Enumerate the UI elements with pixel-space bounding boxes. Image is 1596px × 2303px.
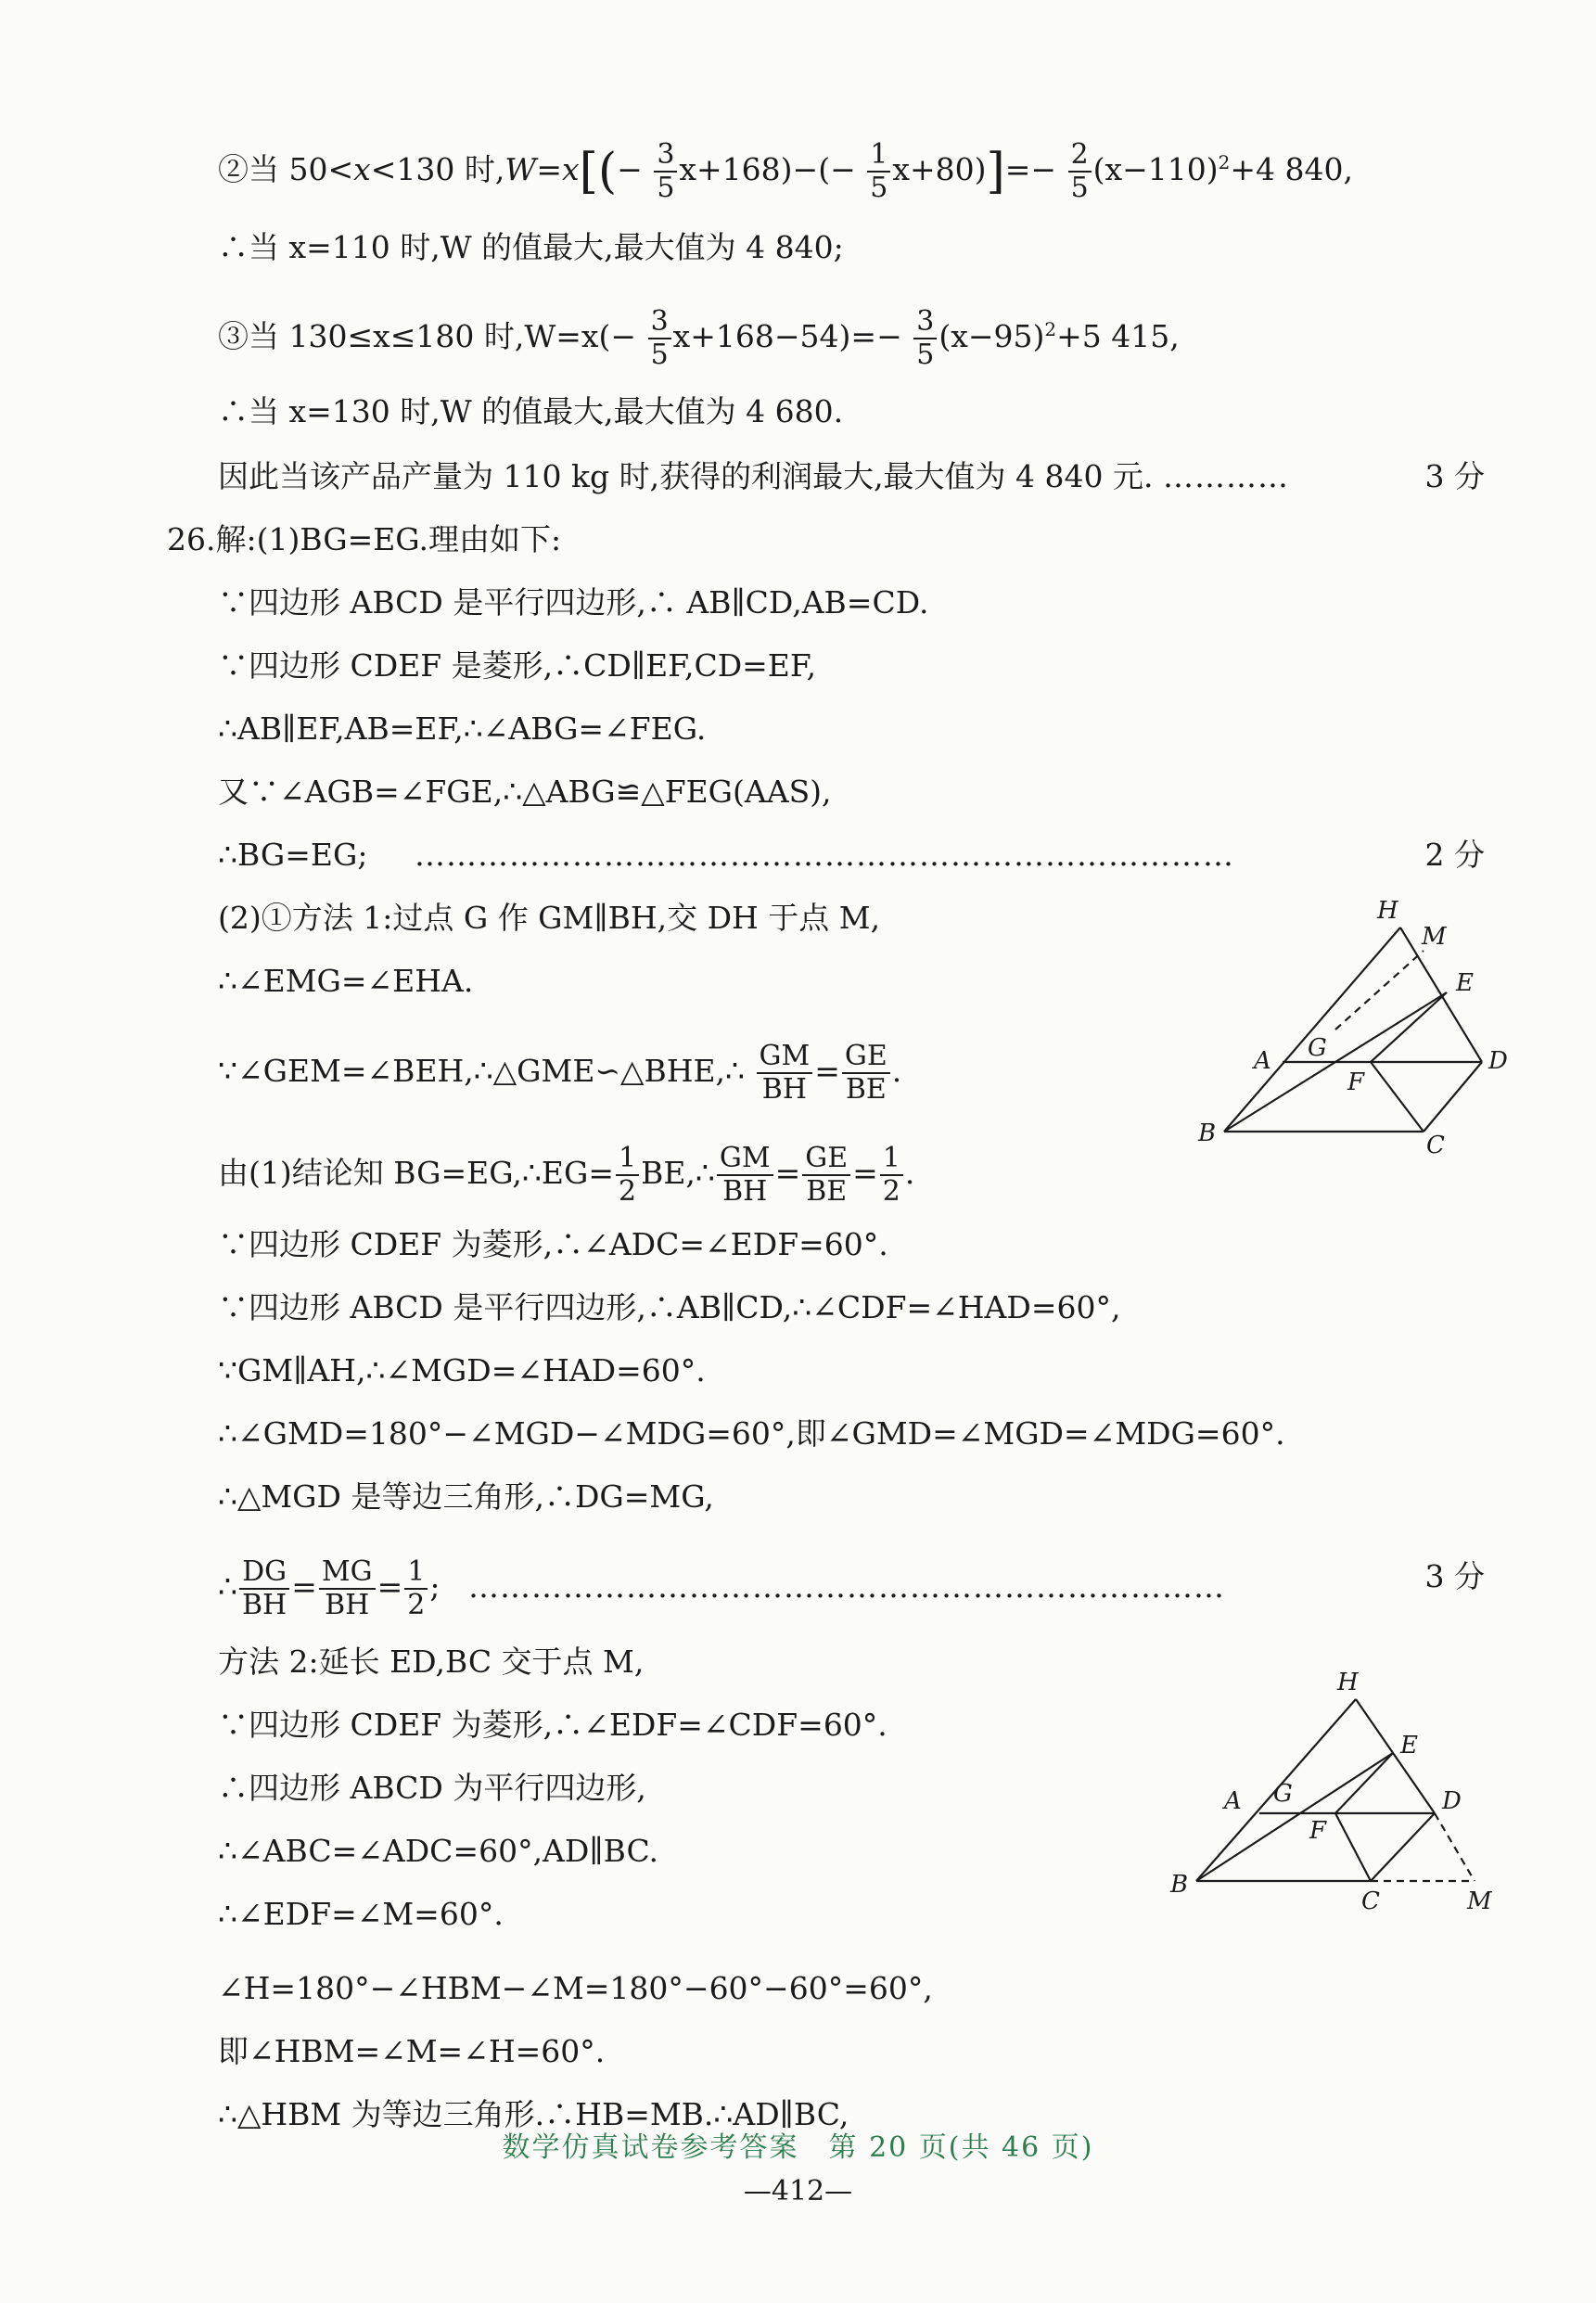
label-A: A — [1254, 1047, 1271, 1075]
text: = — [291, 1568, 317, 1605]
denominator: BE — [806, 1175, 848, 1208]
denominator: 2 — [407, 1589, 426, 1621]
line-17: ∵四边形 ABCD 是平行四边形,∴AB∥CD,∴∠CDF=∠HAD=60°, — [218, 1289, 1121, 1325]
fraction — [404, 1556, 428, 1621]
text: ③当 130≤x≤180 时,W=x(− — [218, 318, 637, 354]
text: . — [891, 1053, 902, 1089]
numerator: 2 — [1068, 139, 1092, 173]
label-F: F — [1347, 1068, 1365, 1096]
numerator: GE — [842, 1041, 890, 1074]
text: = — [852, 1155, 878, 1191]
fraction — [802, 1143, 850, 1208]
line-8: ∵四边形 CDEF 是菱形,∴CD∥EF,CD=EF, — [218, 647, 817, 684]
numerator: 1 — [616, 1143, 639, 1176]
numerator: 3 — [648, 306, 671, 339]
text: +5 415, — [1056, 318, 1180, 354]
line-4: ∴当 x=130 时,W 的值最大,最大值为 4 680. — [218, 393, 844, 429]
score: 3 分 — [1424, 1558, 1485, 1594]
numerator: GM — [757, 1041, 813, 1074]
text: x+168−54)=− — [672, 318, 902, 354]
text: ∴BG=EG; — [218, 837, 368, 873]
geometry-figure-1 — [1187, 890, 1521, 1169]
page-footer: 数学仿真试卷参考答案 第 20 页(共 46 页) — [502, 2131, 1094, 2164]
label-G: G — [1273, 1780, 1293, 1808]
superscript: 2 — [1044, 318, 1057, 340]
bracket-left: [( — [579, 144, 618, 199]
var: W — [504, 151, 537, 187]
label-B: B — [1170, 1871, 1189, 1899]
label-G: G — [1308, 1034, 1327, 1062]
text: = — [377, 1568, 403, 1605]
line-3 — [218, 306, 1180, 371]
label-E: E — [1456, 969, 1474, 997]
leader-dots: ………… — [1163, 458, 1289, 494]
label-A: A — [1224, 1787, 1242, 1815]
line-11 — [218, 835, 1485, 876]
superscript: 2 — [1218, 151, 1231, 173]
denominator: 2 — [882, 1175, 900, 1208]
label-M: M — [1467, 1887, 1492, 1915]
line-20: ∴△MGD 是等边三角形,∴DG=MG, — [218, 1478, 714, 1515]
text: = — [536, 151, 562, 187]
page-number: —412— — [743, 2175, 853, 2207]
text: <130 时, — [370, 151, 505, 187]
line-26: ∴∠EDF=∠M=60°. — [218, 1896, 504, 1932]
text: x+168)−(− — [679, 151, 856, 187]
text: (x−95) — [938, 318, 1045, 354]
line-18: ∵GM∥AH,∴∠MGD=∠HAD=60°. — [218, 1352, 706, 1388]
denominator: BH — [325, 1589, 370, 1621]
fraction — [842, 1041, 890, 1106]
denominator: 5 — [657, 172, 675, 204]
line-15 — [218, 1143, 914, 1208]
line-1 — [218, 139, 1353, 204]
leader-dots: …………………………………………………………………… — [414, 837, 1234, 873]
line-29: ∴△HBM 为等边三角形.∴HB=MB.∴AD∥BC, — [218, 2096, 849, 2132]
fraction — [913, 306, 937, 371]
line-13: ∴∠EMG=∠EHA. — [218, 963, 474, 999]
line-25: ∴∠ABC=∠ADC=60°,AD∥BC. — [218, 1833, 659, 1869]
line-27: ∠H=180°−∠HBM−∠M=180°−60°−60°=60°, — [218, 1970, 933, 2006]
line-23: ∵四边形 CDEF 为菱形,∴∠EDF=∠CDF=60°. — [218, 1707, 887, 1743]
label-D: D — [1442, 1787, 1462, 1815]
text: 因此当该产品产量为 110 kg 时,获得的利润最大,最大值为 4 840 元. — [218, 458, 1154, 494]
text: ∴ — [218, 1568, 237, 1605]
denominator: BE — [845, 1073, 887, 1106]
text: =− — [1004, 151, 1057, 187]
numerator: 3 — [913, 306, 937, 339]
label-C: C — [1426, 1132, 1445, 1159]
text: +4 840, — [1230, 151, 1354, 187]
text: (x−110) — [1092, 151, 1219, 187]
numerator: 1 — [867, 139, 890, 173]
label-H: H — [1377, 897, 1398, 925]
line-5 — [218, 456, 1485, 497]
denominator: 2 — [618, 1175, 637, 1208]
text: ; — [429, 1568, 440, 1605]
denominator: BH — [761, 1073, 807, 1106]
label-E: E — [1400, 1732, 1418, 1759]
fraction — [616, 1143, 639, 1208]
line-9: ∴AB∥EF,AB=EF,∴∠ABG=∠FEG. — [218, 710, 707, 747]
line-19: ∴∠GMD=180°−∠MGD−∠MDG=60°,即∠GMD=∠MGD=∠MDG=60°. — [218, 1415, 1285, 1452]
denominator: 5 — [870, 172, 888, 204]
label-M: M — [1422, 923, 1447, 951]
label-F: F — [1309, 1817, 1327, 1845]
label-C: C — [1361, 1887, 1380, 1915]
leader-dots: ……………………………………………………………… — [467, 1568, 1225, 1605]
line-24: ∴四边形 ABCD 为平行四边形, — [218, 1770, 646, 1806]
text: BE,∴ — [641, 1155, 715, 1191]
fraction — [717, 1143, 773, 1208]
numerator: 1 — [404, 1556, 428, 1590]
label-H: H — [1337, 1669, 1359, 1696]
geometry-figure-2 — [1159, 1632, 1512, 1929]
score: 3 分 — [1424, 458, 1485, 494]
text: − — [617, 151, 643, 187]
text: 由(1)结论知 BG=EG,∴EG= — [218, 1155, 614, 1191]
numerator: 1 — [880, 1143, 903, 1176]
text: . — [904, 1155, 915, 1191]
fraction — [867, 139, 890, 204]
fraction — [1068, 139, 1092, 204]
label-B: B — [1198, 1120, 1217, 1147]
denominator: BH — [722, 1175, 768, 1208]
line-16: ∵四边形 CDEF 为菱形,∴∠ADC=∠EDF=60°. — [218, 1226, 888, 1262]
fraction — [654, 139, 677, 204]
bracket-right: ] — [986, 144, 1005, 199]
score: 2 分 — [1424, 837, 1485, 873]
line-10: 又∵∠AGB=∠FGE,∴△ABG≌△FEG(AAS), — [218, 774, 832, 810]
denominator: BH — [242, 1589, 287, 1621]
text: ②当 50< — [218, 151, 354, 187]
fraction — [319, 1556, 376, 1621]
denominator: 5 — [1070, 172, 1089, 204]
numerator: GM — [717, 1143, 773, 1176]
line-2: ∴当 x=110 时,W 的值最大,最大值为 4 840; — [218, 229, 844, 265]
line-12: (2)①方法 1:过点 G 作 GM∥BH,交 DH 于点 M, — [218, 900, 881, 936]
numerator: GE — [802, 1143, 850, 1176]
line-22: 方法 2:延长 ED,BC 交于点 M, — [218, 1644, 645, 1680]
numerator: MG — [319, 1556, 376, 1590]
var: x — [561, 151, 580, 187]
text: x+80) — [892, 151, 987, 187]
numerator: DG — [239, 1556, 289, 1590]
line-21 — [218, 1556, 1485, 1621]
text: = — [774, 1155, 801, 1191]
numerator: 3 — [654, 139, 677, 173]
var: x — [353, 151, 371, 187]
text: ∵∠GEM=∠BEH,∴△GME∽△BHE,∴ — [218, 1053, 746, 1089]
line-28: 即∠HBM=∠M=∠H=60°. — [218, 2033, 606, 2069]
label-D: D — [1488, 1047, 1508, 1075]
line-7: ∵四边形 ABCD 是平行四边形,∴ AB∥CD,AB=CD. — [218, 584, 929, 621]
fraction — [757, 1041, 813, 1106]
denominator: 5 — [916, 339, 935, 371]
text: = — [814, 1053, 840, 1089]
denominator: 5 — [650, 339, 669, 371]
line-14 — [218, 1041, 901, 1106]
fraction — [880, 1143, 903, 1208]
line-6: 26.解:(1)BG=EG.理由如下: — [167, 521, 562, 557]
fraction — [239, 1556, 289, 1621]
fraction — [648, 306, 671, 371]
